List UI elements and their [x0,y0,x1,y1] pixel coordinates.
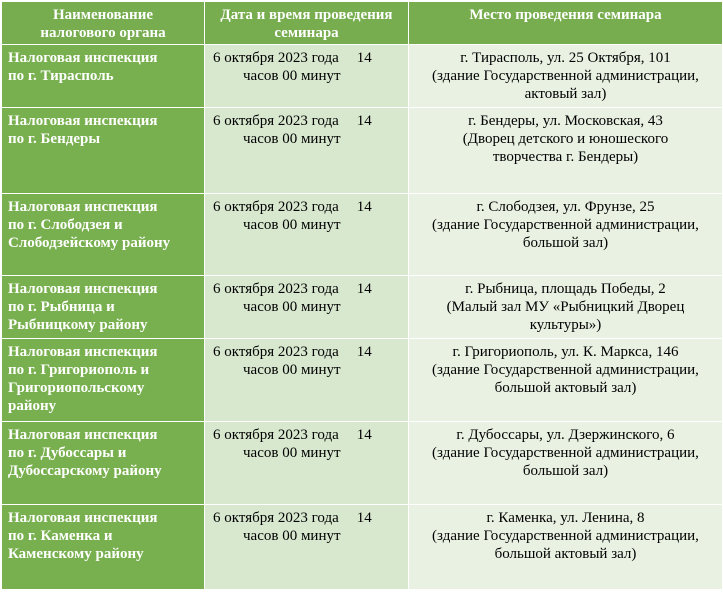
place-line: большой зал) [522,463,609,479]
org-line: по г. Слободзея и [8,217,123,233]
table-row [2,339,723,422]
header-date-line: Дата и время проведения [220,7,393,23]
date-day: 6 октября 2023 года [213,344,339,360]
org-cell [2,339,205,422]
date-hour: 14 [356,50,372,66]
header-row [2,2,723,45]
org-cell [2,505,205,590]
place-line: г. Григориополь, ул. К. Маркса, 146 [452,344,679,360]
org-line: Налоговая инспекция [8,281,158,297]
org-line: по г. Рыбница и [8,299,115,315]
header-date [205,2,409,45]
org-line: Налоговая инспекция [8,427,158,443]
org-line: Налоговая инспекция [8,113,158,129]
table-row [2,45,723,108]
header-org-line: Наименование [53,7,153,23]
place-line: культуры») [529,317,602,333]
org-line: Слободзейскому району [8,235,171,251]
date-day: 6 октября 2023 года [213,510,339,526]
date-day: 6 октября 2023 года [213,281,339,297]
date-cell [205,194,409,276]
place-cell [409,505,723,590]
place-line: большой актовый зал) [494,380,637,396]
org-line: Налоговая инспекция [8,510,158,526]
date-hour: 14 [356,281,372,297]
place-line: (здание Государственной администрации, [432,445,699,461]
place-line: (Малый зал МУ «Рыбницкий Дворец [446,299,685,315]
place-line: г. Бендеры, ул. Московская, 43 [468,113,663,129]
table-row [2,422,723,505]
place-cell [409,276,723,339]
date-day: 6 октября 2023 года [213,113,339,129]
org-line: Налоговая инспекция [8,344,158,360]
date-hour: 14 [356,199,372,215]
date-day: 6 октября 2023 года [213,50,339,66]
place-cell [409,194,723,276]
date-cell [205,45,409,108]
org-line: Григориопольскому [8,380,145,396]
org-cell [2,108,205,194]
org-cell [2,276,205,339]
place-line: (Дворец детского и юношеского [462,131,669,147]
header-date-line: семинара [274,25,339,41]
date-hour: 14 [356,427,372,443]
place-line: большой зал) [522,235,609,251]
org-line: по г. Тирасполь [8,68,114,84]
place-line: г. Рыбница, площадь Победы, 2 [465,281,666,297]
place-cell [409,45,723,108]
place-cell [409,108,723,194]
org-line: Налоговая инспекция [8,50,158,66]
date-cell [205,108,409,194]
org-line: Рыбницкому району [8,317,148,333]
org-line: району [8,398,57,414]
org-line: по г. Дубоссары и [8,445,127,461]
place-line: (здание Государственной администрации, [432,362,699,378]
date-time: часов 00 минут [243,131,341,147]
org-cell [2,45,205,108]
table-row [2,276,723,339]
place-line: творчества г. Бендеры) [492,149,639,165]
place-line: г. Тирасполь, ул. 25 Октября, 101 [460,50,671,66]
date-cell [205,339,409,422]
place-line: актовый зал) [524,86,607,102]
place-line: г. Дубоссары, ул. Дзержинского, 6 [456,427,675,443]
date-time: часов 00 минут [243,68,341,84]
org-line: по г. Бендеры [8,131,101,147]
date-hour: 14 [356,510,372,526]
header-org-line: налогового органа [40,25,166,41]
table-row [2,194,723,276]
place-line: большой актовый зал) [494,546,637,562]
date-time: часов 00 минут [243,528,341,544]
header-place-line: Место проведения семинара [469,7,662,23]
date-day: 6 октября 2023 года [213,199,339,215]
table-row [2,505,723,590]
date-hour: 14 [356,113,372,129]
date-cell [205,276,409,339]
header-org [2,2,205,45]
date-time: часов 00 минут [243,362,341,378]
org-line: по г. Григориополь и [8,362,150,378]
org-line: Каменскому району [8,546,144,562]
seminar-table [1,1,723,590]
table-row [2,108,723,194]
date-day: 6 октября 2023 года [213,427,339,443]
org-line: по г. Каменка и [8,528,113,544]
place-line: г. Каменка, ул. Ленина, 8 [486,510,645,526]
place-line: г. Слободзея, ул. Фрунзе, 25 [476,199,655,215]
place-line: (здание Государственной администрации, [432,68,699,84]
org-line: Дубоссарскому району [8,463,162,479]
date-time: часов 00 минут [243,217,341,233]
date-cell [205,505,409,590]
date-time: часов 00 минут [243,299,341,315]
date-cell [205,422,409,505]
place-line: (здание Государственной администрации, [432,528,699,544]
place-cell [409,422,723,505]
org-line: Налоговая инспекция [8,199,158,215]
org-cell [2,422,205,505]
place-line: (здание Государственной администрации, [432,217,699,233]
place-cell [409,339,723,422]
org-cell [2,194,205,276]
date-time: часов 00 минут [243,445,341,461]
date-hour: 14 [356,344,372,360]
header-place [409,2,723,45]
